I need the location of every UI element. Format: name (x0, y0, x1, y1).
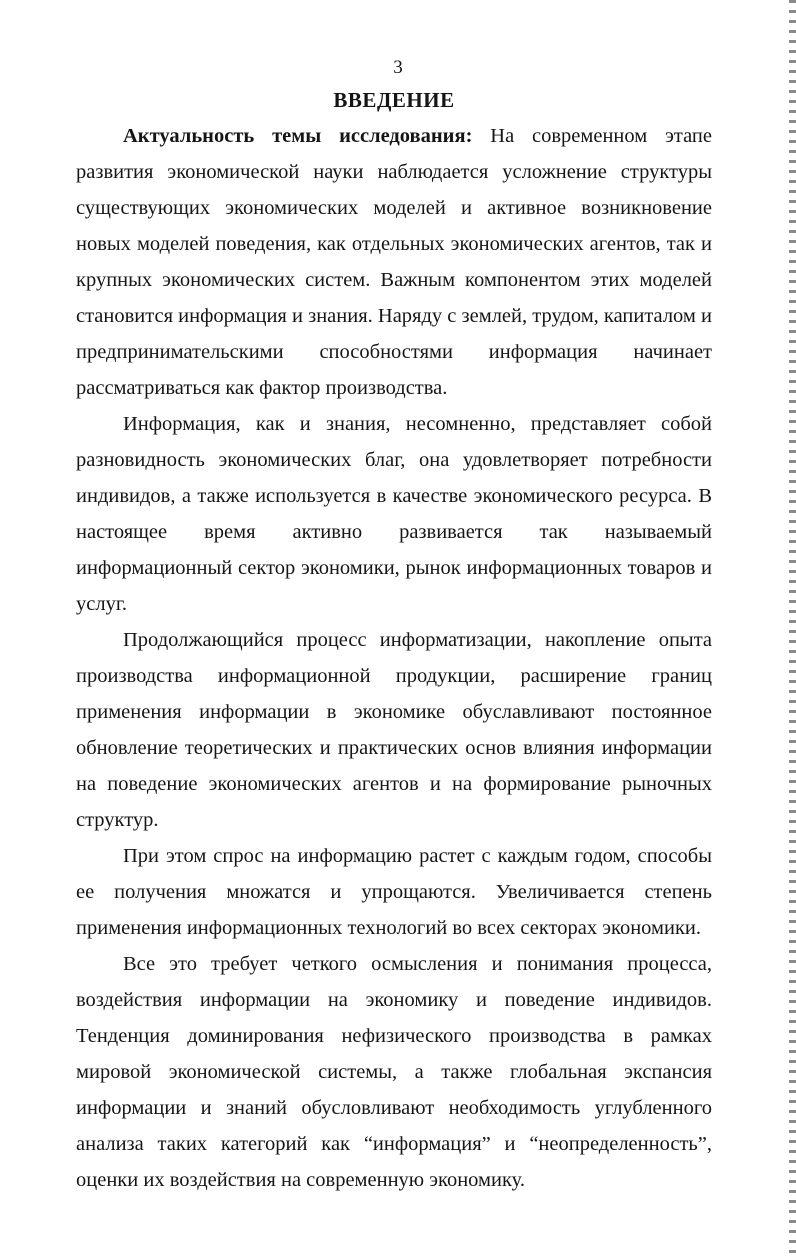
page-number: 3 (393, 57, 403, 78)
paragraph-5: Все это требует четкого осмысления и понимания процесса, воздействия информации на экономику и поведение индивидов. Тенденция доминирования нефизического производства в рамках мировой экономической системы, а также глобальная экспансия информации и знаний обусловливают необходимость углубленного анализа таких категорий как “информация” и “неопределенность”, оценки их воздействия на современную экономику. (76, 953, 712, 1191)
section-heading: ВВЕДЕНИЕ (333, 88, 455, 112)
paragraph-1 (76, 118, 712, 406)
paragraph-3: Продолжающийся процесс информатизации, накопление опыта производства информационной продукции, расширение границ применения информации в экономике обуславливают постоянное обновление теоретических и практических основ влияния информации на поведение экономических агентов и на формирование рыночных структур. (76, 629, 712, 831)
paragraph-1-text: На современном этапе развития экономической науки наблюдается усложнение структуры существующих экономических моделей и активное возникновение новых моделей поведения, как отдельных экономических агентов, так и крупных экономических систем. Важным компонентом этих моделей становится информация и знания. Наряду с землей, трудом, капиталом и предпринимательскими способностями информация начинает рассматриваться как фактор производства. (76, 125, 712, 399)
body-text (76, 118, 712, 1198)
paragraph-2: Информация, как и знания, несомненно, представляет собой разновидность экономических благ, она удовлетворяет потребности индивидов, а также используется в качестве экономического ресурса. В настоящее время активно развивается так называемый информационный сектор экономики, рынок информационных товаров и услуг. (76, 413, 712, 615)
paragraph-1-lead: Актуальность темы исследования: (123, 125, 473, 147)
scan-edge-artifact (789, 0, 796, 1260)
paragraph-4: При этом спрос на информацию растет с каждым годом, способы ее получения множатся и упрощаются. Увеличивается степень применения информационных технологий во всех секторах экономики. (76, 845, 712, 939)
